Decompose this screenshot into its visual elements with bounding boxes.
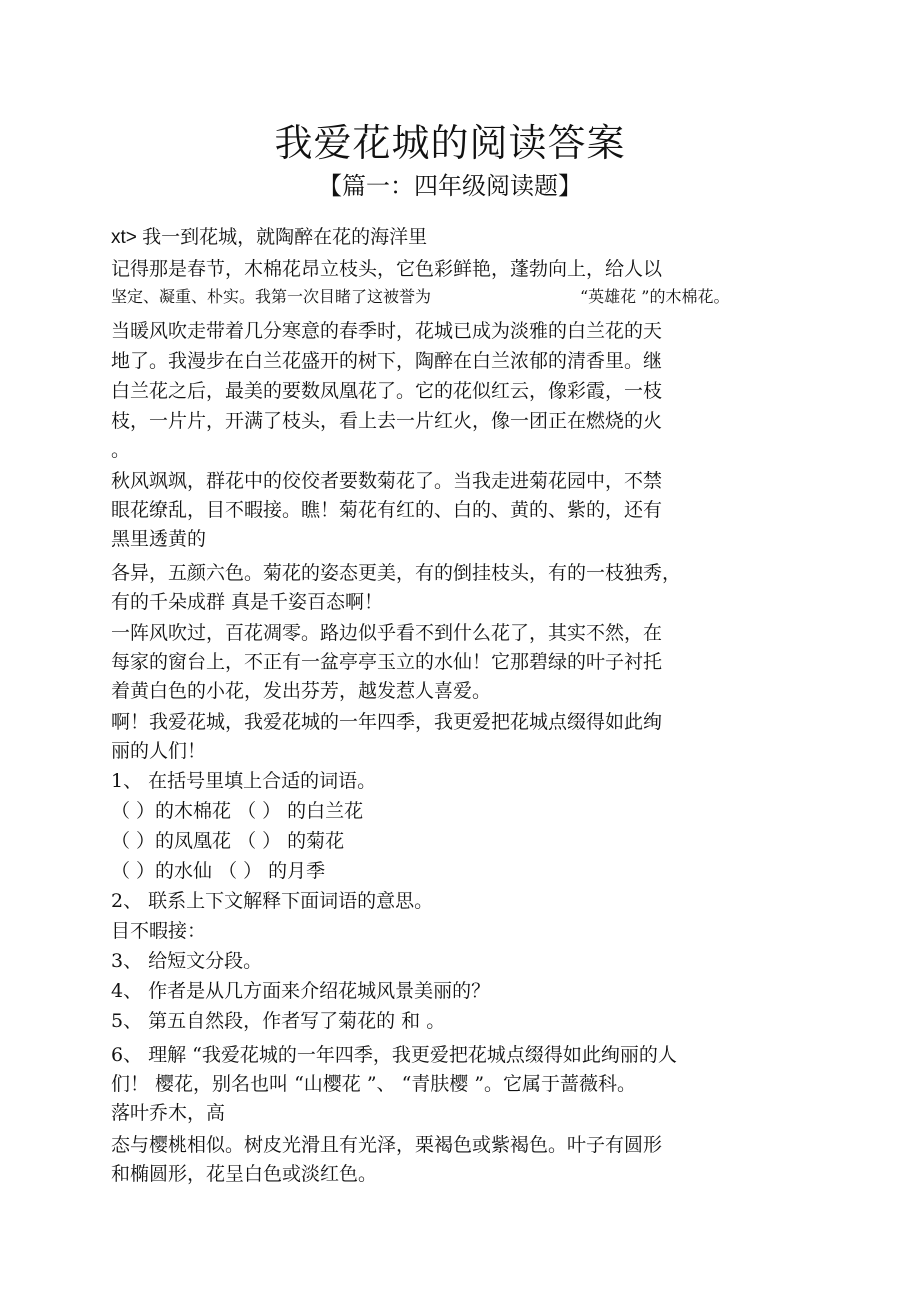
question-4: 4、 作者是从几方面来介绍花城风景美丽的？ [111, 980, 491, 1002]
question-1-blank-row: （ ）的水仙 （ ） 的月季 [111, 860, 326, 882]
question-2-term: 目不暇接： [111, 920, 207, 942]
document-title: 我爱花城的阅读答案 [274, 121, 626, 165]
question-1-blank-row: （ ）的木棉花 （ ） 的白兰花 [111, 800, 364, 822]
paragraph-line: 坚定、凝重、朴实。我第一次目睹了这被誉为 [111, 287, 432, 306]
question-5: 5、 第五自然段，作者写了菊花的 和 。 [111, 1010, 446, 1032]
paragraph-line: 。 [111, 439, 131, 461]
question-1-blank-row: （ ）的凤凰花 （ ） 的菊花 [111, 830, 345, 852]
paragraph-line: “英雄花 ”的木棉花。 [580, 287, 730, 306]
paragraph-line: 枝，一片片，开满了枝头，看上去一片红火，像一团正在燃烧的火 [111, 410, 663, 432]
paragraph-line: 有的千朵成群 真是千姿百态啊！ [111, 591, 384, 613]
paragraph-line: 记得那是春节，木棉花昂立枝头，它色彩鲜艳，蓬勃向上，给人以 [111, 258, 663, 280]
question-2: 2、 联系上下文解释下面词语的意思。 [111, 890, 434, 912]
paragraph-line: 地了。我漫步在白兰花盛开的树下，陶醉在白兰浓郁的清香里。继 [111, 350, 663, 372]
paragraph-line: 白兰花之后，最美的要数凤凰花了。它的花似红云，像彩霞，一枝 [111, 380, 663, 402]
paragraph-line: 落叶乔木，高 [111, 1102, 226, 1124]
paragraph-line: 各异，五颜六色。菊花的姿态更美，有的倒挂枝头，有的一枝独秀， [111, 562, 682, 584]
paragraph-line: xt> 我一到花城，就陶醉在花的海洋里 [111, 227, 428, 248]
question-1: 1、 在括号里填上合适的词语。 [111, 770, 377, 792]
paragraph-line: 丽的人们！ [111, 740, 207, 762]
paragraph-line: 和椭圆形，花呈白色或淡红色。 [111, 1163, 378, 1185]
paragraph-line: 当暖风吹走带着几分寒意的春季时，花城已成为淡雅的白兰花的天 [111, 320, 663, 342]
paragraph-line: 一阵风吹过，百花凋零。路边似乎看不到什么花了，其实不然，在 [111, 622, 663, 644]
paragraph-line: 态与樱桃相似。树皮光滑且有光泽，栗褐色或紫褐色。叶子有圆形 [111, 1134, 663, 1156]
paragraph-line: 着黄白色的小花，发出芬芳，越发惹人喜爱。 [111, 680, 492, 702]
question-3: 3、 给短文分段。 [111, 950, 263, 972]
paragraph-line: 们！ 樱花，别名也叫 “山樱花 ”、 “青肤樱 ”。它属于蔷薇科。 [111, 1073, 637, 1095]
question-6: 6、 理解 “我爱花城的一年四季，我更爱把花城点缀得如此绚丽的人 [111, 1044, 677, 1066]
paragraph-line: 每家的窗台上，不正有一盆亭亭玉立的水仙！它那碧绿的叶子衬托 [111, 651, 663, 673]
paragraph-line: 黑里透黄的 [111, 528, 207, 550]
paragraph-line: 秋风飒飒，群花中的佼佼者要数菊花了。当我走进菊花园中，不禁 [111, 470, 663, 492]
paragraph-line: 啊！我爱花城，我爱花城的一年四季，我更爱把花城点缀得如此绚 [111, 711, 663, 733]
paragraph-line: 眼花缭乱，目不暇接。瞧！菊花有红的、白的、黄的、紫的，还有 [111, 499, 663, 521]
document-subtitle: 【篇一：四年级阅读题】 [318, 172, 582, 200]
